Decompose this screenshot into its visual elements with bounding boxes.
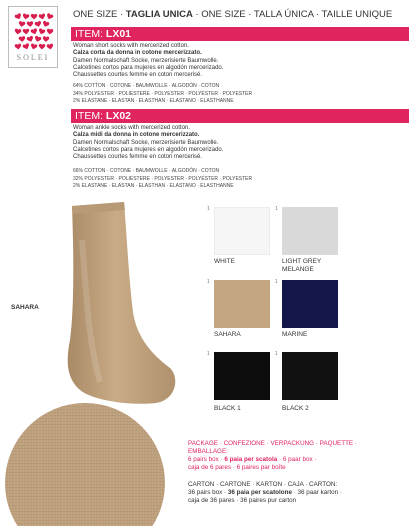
heart-icon — [14, 28, 21, 34]
heart-icon — [42, 20, 50, 27]
brand-logo — [8, 6, 58, 68]
heart-icon — [46, 13, 54, 21]
heart-icon — [46, 29, 53, 35]
desc-line: Chaussettes courtes femme en coton mercerisé. — [73, 72, 203, 79]
swatch-label-black-2: BLACK 2 — [282, 405, 309, 412]
swatch-label-light-grey: LIGHT GREY MELANGE — [282, 258, 322, 273]
heart-icon — [34, 21, 42, 28]
package-info — [188, 440, 408, 472]
item-prefix: ITEM: — [75, 110, 103, 122]
heart-icon — [14, 13, 22, 21]
sock-image — [30, 200, 180, 410]
package-title-2: EMBALLAGE: — [188, 448, 228, 455]
item-prefix: ITEM: — [75, 28, 103, 40]
desc-line: Calcetines cortos para mujeres en algodón mercerizado. — [73, 146, 224, 153]
size-taglia: TAGLIA UNICA — [125, 9, 193, 20]
swatch-label-black-1: BLACK 1 — [214, 405, 241, 412]
carton-info — [188, 481, 408, 505]
heart-icon — [26, 35, 34, 42]
featured-color-label: SAHARA — [11, 304, 39, 311]
swatch-light-grey-melange — [282, 207, 338, 255]
heart-icon — [18, 21, 25, 28]
item-code: LX01 — [105, 28, 132, 40]
comp-line: 2% ELASTANE · ELASTAN · ELASTHAN · ELASTANO · ELASTHANNE — [73, 98, 234, 104]
item-header-lx02 — [71, 109, 409, 123]
swatch-label-white: WHITE — [214, 258, 235, 265]
package-title: PACKAGE · CONFEZIONE · VERPACKUNG · PAQUETTE · — [188, 440, 357, 447]
heart-icon — [23, 29, 30, 35]
heart-icon — [30, 28, 38, 35]
item-composition-lx02 — [73, 168, 411, 191]
desc-line: Damen Normalschaft Socke, merzerisierte Baumwolle. — [73, 57, 219, 64]
heart-icon — [39, 44, 46, 50]
swatch-index: 1 — [275, 279, 278, 285]
comp-line: 2% ELASTANE · ELASTAN · ELASTHAN · ELASTANO · ELASTHANNE — [73, 183, 234, 189]
comp-line: 64% COTTON · COTONE · BAUMWOLLE · ALGODÓN · COTON — [73, 83, 220, 89]
swatch-black-1 — [214, 352, 270, 400]
heart-icon — [22, 13, 29, 20]
heart-icon — [31, 14, 38, 20]
carton-title: CARTON · CARTONE · KARTON · CAJA · CARTON: — [188, 481, 338, 488]
heart-icon — [19, 36, 26, 42]
swatch-black-2 — [282, 352, 338, 400]
heart-icon — [38, 28, 46, 35]
desc-line: Woman short socks with mercerized cotton. — [73, 43, 189, 49]
comp-line: 34% POLYESTER · POLIESTERE · POLYESTER · POLYÉSTER · POLYESTER — [73, 90, 253, 97]
item-description-lx01 — [73, 43, 411, 79]
comp-line: 32% POLYESTER · POLIESTERE · POLYESTER · POLYÉSTER · POLYESTER — [73, 175, 253, 182]
desc-line: Calcetines cortos para mujeres en algodón mercerizado. — [73, 64, 224, 71]
heart-icon — [27, 21, 34, 27]
swatch-label-marine: MARINE — [282, 331, 308, 338]
swatch-white — [214, 207, 270, 255]
heart-icon — [34, 36, 42, 43]
hearts-pattern-icon — [14, 12, 54, 50]
heart-icon — [22, 43, 30, 50]
swatch-index: 1 — [207, 279, 210, 285]
package-line: 6 pairs box · 6 paia per scatola · 6 paar box · — [188, 456, 317, 463]
size-info: ONE SIZE · TAGLIA UNICA · ONE SIZE · TALLA ÚNICA · TAILLE UNIQUE — [73, 9, 393, 20]
heart-icon — [43, 36, 50, 42]
desc-line: Chaussettes courtes femme en coton mercerisé. — [73, 154, 203, 161]
size-rest: ONE SIZE · TALLA ÚNICA · TAILLE UNIQUE — [201, 9, 393, 20]
comp-line: 66% COTTON · COTONE · BAUMWOLLE · ALGODÓN · COTON — [73, 168, 220, 174]
carton-line: 36 pairs box · 36 paia per scatolone · 36 paar karton · — [188, 489, 343, 496]
heart-icon — [38, 13, 46, 20]
item-code: LX02 — [105, 110, 132, 122]
desc-line: Damen Normalschaft Socke, merzerisierte Baumwolle. — [73, 139, 219, 146]
swatch-marine — [282, 280, 338, 328]
swatch-label-sahara: SAHARA — [214, 331, 241, 338]
carton-line: caja de 36 pares · 36 paires pur carton — [188, 497, 297, 504]
fabric-closeup-image — [5, 403, 165, 526]
item-composition-lx01 — [73, 83, 411, 106]
heart-icon — [30, 43, 38, 50]
desc-line: Calza corta da donna in cotone mercerizzato. — [73, 50, 202, 57]
heart-icon — [14, 43, 21, 49]
item-header-lx01 — [71, 27, 409, 41]
desc-line: Woman ankle socks with mercerized cotton. — [73, 125, 190, 131]
swatch-sahara — [214, 280, 270, 328]
heart-icon — [46, 43, 53, 50]
desc-line: Calza midi da donna in cotone mercerizzato. — [73, 132, 200, 139]
swatch-index: 1 — [275, 206, 278, 212]
swatch-index: 1 — [207, 351, 210, 357]
package-line: caja de 6 pares · 6 paires par boîte — [188, 464, 286, 471]
item-description-lx02 — [73, 125, 411, 161]
brand-name: SOLEI — [16, 53, 50, 62]
swatch-index: 1 — [275, 351, 278, 357]
swatch-index: 1 — [207, 206, 210, 212]
size-one: ONE SIZE — [73, 9, 118, 20]
